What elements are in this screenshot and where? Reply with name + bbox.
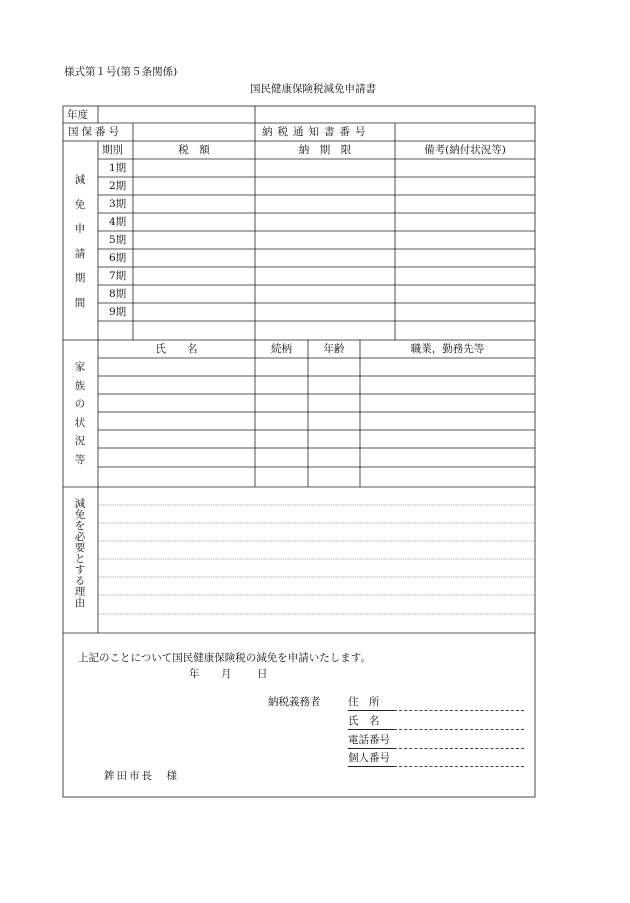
col-occupation: 職業，勤務先等 xyxy=(410,343,485,355)
due-date-cell[interactable] xyxy=(256,304,394,320)
period-label: 1期 xyxy=(109,162,127,174)
remarks-cell[interactable] xyxy=(396,214,534,230)
individual-number-field[interactable] xyxy=(394,766,524,767)
col-remarks: 備考(納付状況等) xyxy=(424,144,506,156)
name-label-underline xyxy=(348,729,394,730)
reason-line[interactable] xyxy=(99,506,534,522)
tax-amount-cell[interactable] xyxy=(134,196,254,212)
col-age: 年齢 xyxy=(323,343,345,355)
col-due-date: 納 期 限 xyxy=(298,144,352,156)
family-row[interactable] xyxy=(99,431,534,447)
due-date-cell[interactable] xyxy=(256,160,394,176)
phone-label: 電話番号 xyxy=(348,734,390,746)
phone-label-underline xyxy=(348,748,394,749)
due-date-cell[interactable] xyxy=(256,322,394,338)
individual-number-label-underline xyxy=(348,766,394,767)
col-name: 氏 名 xyxy=(155,343,198,355)
remarks-cell[interactable] xyxy=(396,268,534,284)
remarks-cell[interactable] xyxy=(396,304,534,320)
family-label-text: 家 族 の 状 況 等 xyxy=(74,361,86,466)
period-label: 7期 xyxy=(109,270,127,282)
period-label: 8期 xyxy=(109,288,127,300)
year-field[interactable] xyxy=(99,107,254,122)
name-field[interactable] xyxy=(394,729,524,730)
address-label-underline xyxy=(348,710,394,711)
tax-amount-cell[interactable] xyxy=(134,286,254,302)
due-date-cell[interactable] xyxy=(256,232,394,248)
remarks-cell[interactable] xyxy=(396,160,534,176)
tax-amount-cell[interactable] xyxy=(134,322,254,338)
col-relation: 続柄 xyxy=(271,343,292,355)
family-row[interactable] xyxy=(99,395,534,411)
insurance-number-field[interactable] xyxy=(134,124,254,140)
reason-section-label xyxy=(70,499,90,609)
remarks-cell[interactable] xyxy=(396,250,534,266)
date-day: 日 xyxy=(257,668,268,680)
remarks-cell[interactable] xyxy=(396,178,534,194)
tax-amount-cell[interactable] xyxy=(134,160,254,176)
form-title: 国民健康保険税減免申請書 xyxy=(250,83,376,95)
period-label: 5期 xyxy=(109,234,127,246)
period-label: 9期 xyxy=(109,306,127,318)
year-label: 年度 xyxy=(67,109,88,121)
notice-number-field[interactable] xyxy=(396,124,534,140)
period-label: 4期 xyxy=(109,216,127,228)
family-row[interactable] xyxy=(99,377,534,393)
period-label: 2期 xyxy=(109,180,127,192)
due-date-cell[interactable] xyxy=(256,268,394,284)
due-date-cell[interactable] xyxy=(256,286,394,302)
due-date-cell[interactable] xyxy=(256,250,394,266)
reason-label-text: 減 免 を 必 要 と す る 理 由 xyxy=(74,498,86,609)
remarks-cell[interactable] xyxy=(396,196,534,212)
tax-amount-cell[interactable] xyxy=(134,250,254,266)
family-row[interactable] xyxy=(99,449,534,465)
tax-amount-cell[interactable] xyxy=(134,268,254,284)
reduction-period-label-text: 減 免 申 請 期 間 xyxy=(74,174,86,309)
taxpayer-label: 納税義務者 xyxy=(268,696,321,708)
period-label: 6期 xyxy=(109,252,127,264)
family-row[interactable] xyxy=(99,359,534,375)
address-label: 住 所 xyxy=(348,696,380,708)
phone-field[interactable] xyxy=(394,748,524,749)
reason-line[interactable] xyxy=(99,596,534,612)
remarks-cell[interactable] xyxy=(396,286,534,302)
reason-line[interactable] xyxy=(99,524,534,540)
family-row[interactable] xyxy=(99,413,534,429)
col-period: 期別 xyxy=(102,144,123,156)
insurance-number-label: 国保番号 xyxy=(68,126,122,138)
tax-amount-cell[interactable] xyxy=(134,232,254,248)
reason-line[interactable] xyxy=(99,542,534,558)
reason-line[interactable] xyxy=(99,488,534,504)
reason-line[interactable] xyxy=(99,560,534,576)
due-date-cell[interactable] xyxy=(256,196,394,212)
col-tax-amount: 税 額 xyxy=(178,144,210,156)
addressee: 鉾田市長 様 xyxy=(104,770,179,782)
due-date-cell[interactable] xyxy=(256,178,394,194)
reason-line[interactable] xyxy=(99,578,534,594)
due-date-cell[interactable] xyxy=(256,214,394,230)
tax-amount-cell[interactable] xyxy=(134,214,254,230)
individual-number-label: 個人番号 xyxy=(348,752,390,764)
period-label: 3期 xyxy=(109,198,127,210)
remarks-cell[interactable] xyxy=(396,232,534,248)
date-month: 月 xyxy=(221,668,232,680)
reduction-period-section-label xyxy=(70,175,90,322)
tax-amount-cell[interactable] xyxy=(134,304,254,320)
address-field[interactable] xyxy=(394,710,524,711)
remarks-cell[interactable] xyxy=(396,322,534,338)
name-label: 氏 名 xyxy=(348,715,380,727)
tax-amount-cell[interactable] xyxy=(134,178,254,194)
date-year: 年 xyxy=(189,668,200,680)
form-number: 様式第１号(第５条関係) xyxy=(64,66,178,78)
notice-number-label: 納税通知書番号 xyxy=(262,126,371,138)
family-section-label xyxy=(70,362,90,473)
declaration-text: 上記のことについて国民健康保険税の減免を申請いたします。 xyxy=(78,652,371,664)
